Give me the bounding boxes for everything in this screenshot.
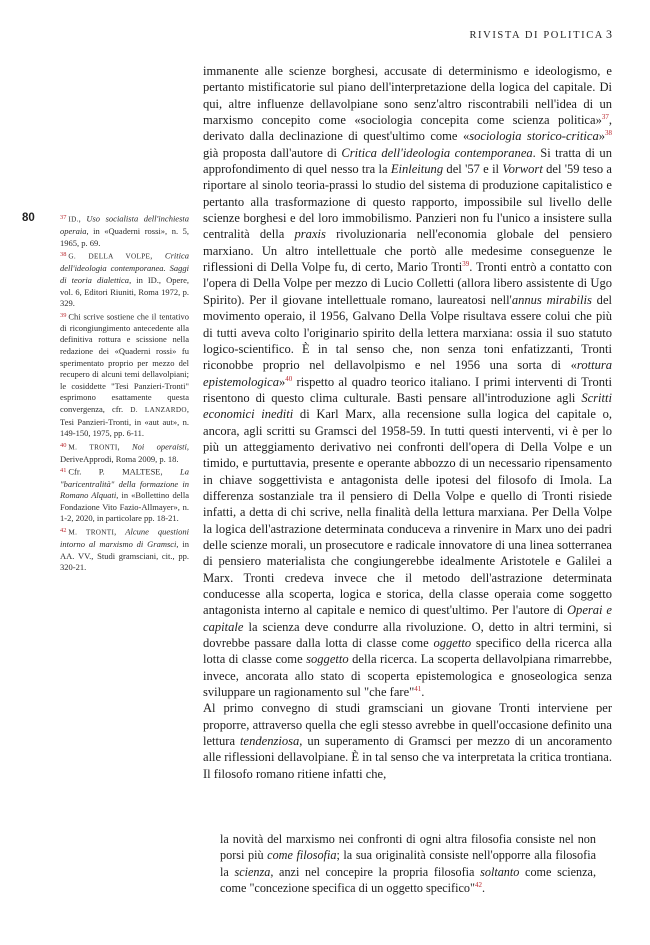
footnote-ref-42[interactable]: 42: [474, 880, 482, 889]
body-text: rispetto al quadro teorico italiano. I primi interventi di Tronti risentono di questo clima culturale. Basti pensare all'introduzione agli: [203, 374, 612, 405]
footnote-text: ,: [160, 466, 181, 477]
footnote-author: Cfr. P. MALTESE: [68, 466, 161, 477]
italic-term: come filosofia: [267, 848, 337, 863]
footnote-text: ,: [114, 526, 126, 537]
italic-term: oggetto: [433, 636, 472, 651]
italic-title: Einleitung: [390, 162, 444, 177]
footnote-number: 39: [60, 311, 67, 319]
body-text: rivoluzionaria nell'economia globale del pensiero marxiano. Un altro intellettuale che portò alle medesime conseguenze le riflessioni di Della Volpe fu, di certo, Mario Tronti: [203, 227, 613, 275]
body-text: , un superamento di Gramsci per mezzo di un ancoramento alle riflessioni dellavolpiane. È in tal senso che va interpretata la critica trontiana. Il filosofo romano ritiene infatti che,: [203, 734, 613, 781]
body-paragraph-1: [203, 63, 612, 700]
italic-title: Critica dell'ideologia contemporanea: [341, 145, 533, 160]
footnote-author: G. DELLA VOLPE: [68, 252, 151, 261]
footnote-text: , in AA. VV., Studi gramsciani, cit., pp. 320-21.: [60, 539, 189, 573]
footnote-title: Critica dell'ideologia contemporanea. Saggi di teoria dialettica: [60, 250, 190, 285]
italic-title: Scritti economici inediti: [203, 390, 612, 422]
quote-text: .: [481, 880, 485, 895]
footnote-author: D. LANZARDO: [130, 406, 187, 414]
footnote-40: [60, 440, 189, 466]
page-number: 80: [22, 212, 35, 224]
italic-term: soggetto: [306, 652, 349, 667]
italic-term: soltanto: [480, 864, 520, 879]
footnote-author: M. TRONTI: [68, 528, 115, 537]
running-header: [469, 27, 612, 42]
footnote-41: [60, 465, 189, 524]
footnote-text: , DeriveApprodi, Roma 2009, p. 18.: [60, 441, 189, 464]
footnote-37: [60, 212, 189, 249]
footnote-text: ,: [117, 441, 133, 452]
body-text: immanente alle scienze borghesi, accusate di determinismo e ideologismo, e pertanto mistificatorie sul piano dell'interpretazione della logica del capitale. Di qui, altre influenze dellavolpiane sono senz'altro riscontrabili nell'idea di un marxismo concepito come «sociologia concepita come scienza politica»: [203, 64, 612, 128]
italic-title: Operai e capitale: [203, 603, 612, 634]
italic-term: rottura epistemologica: [203, 358, 612, 389]
footnote-text: , in ID., Opere, vol. 6, Editori Riuniti, Roma 1972, p. 329.: [60, 274, 189, 309]
footnotes-column: [60, 212, 189, 574]
footnote-ref-40[interactable]: 40: [285, 374, 293, 383]
body-text: »: [278, 374, 286, 389]
italic-title: Vorwort: [502, 162, 543, 177]
body-paragraph-2: [203, 700, 612, 782]
italic-term: annus mirabilis: [511, 292, 592, 307]
body-text: »: [598, 129, 605, 144]
quote-text: come scienza, come "concezione specifica di un oggetto specifico": [220, 864, 596, 895]
body-text: la scienza deve condurre alla rivoluzione. O, detto in altri termini, si dovrebbe passare dalla lotta di classe come: [203, 619, 612, 651]
italic-term: tendenziosa: [240, 734, 300, 749]
footnote-number: 41: [60, 467, 67, 475]
footnote-39: [60, 310, 189, 440]
quote-text: , anzi nel concepire la propria filosofia: [270, 864, 481, 879]
body-text: della ricerca. La scoperta dellavolpiana rimarrebbe, invece, ancorata allo stato di scoperta epistemologica e gnoseologica senza sviluppare un ragionamento sul "che fare": [203, 652, 612, 700]
italic-term: scienza: [234, 864, 271, 879]
footnote-text: , in «Bollettino della Fondazione Vito Fazio-Allmayer», n. 1-2, 2020, in particolare pp. 18-21.: [60, 490, 189, 524]
footnote-title: La "baricentralità" della formazione in Romano Alquati: [60, 466, 190, 501]
footnote-number: 40: [60, 441, 67, 449]
quote-text: la novità del marxismo nei confronti di ogni altra filosofia consiste nel non porsi più: [220, 832, 596, 863]
body-text: del '57 e il: [443, 162, 503, 177]
footnote-author: M. TRONTI: [68, 443, 118, 452]
footnote-text: ,: [150, 250, 165, 261]
footnote-number: 42: [60, 526, 67, 534]
quote-paragraph: [220, 831, 596, 896]
footnote-38: [60, 249, 189, 309]
body-text: del '59 teso a riportare al sinolo teoria-prassi lo studio del sistema di produzione capitalistico e pertanto alla trasformazione di questo rapporto, impossibile sul livello delle scienze borghesi e del loro immobilismo. Panzieri non fu l'unico a insistere sulla centralità della: [203, 162, 612, 242]
footnote-number: 38: [60, 251, 67, 259]
body-text: . Si tratta di un approfondimento di quel nesso tra la: [203, 145, 612, 177]
italic-term: sociologia storico-critica: [469, 129, 599, 144]
footnote-title: Uso socialista dell'inchiesta operaia: [60, 213, 189, 237]
footnote-title: Noi operaisti: [132, 441, 187, 452]
body-text: del movimento operaio, il 1956, Galvano Della Volpe risultava essere colui che più di tutti aveva colto l'originario spirito della lettera marxiana: ossia il suo statuto logico-scientifico. È in tal senso che, non senza toni enfatizzanti, Tronti riconobbe proprio nel dellavolpismo e nel 1956 una sorta di «: [203, 292, 613, 373]
header-page-number: 3: [606, 27, 612, 41]
footnote-ref-41[interactable]: 41: [414, 685, 422, 694]
journal-title: RIVISTA DI POLITICA: [469, 30, 604, 41]
quote-text: ; la sua originalità consiste nell'opporre alla filosofia la: [220, 848, 596, 879]
body-text: , derivato dalla declinazione di quest'ultimo come «: [203, 113, 612, 144]
footnote-ref-38[interactable]: 38: [605, 129, 612, 138]
body-text: specifico della ricerca alla lotta di classe come: [203, 636, 612, 667]
footnote-title: Alcune questioni intorno al marxismo di Gramsci: [60, 526, 190, 550]
footnote-ref-39[interactable]: 39: [462, 260, 470, 269]
footnote-ref-37[interactable]: 37: [601, 113, 609, 122]
body-text: . Tronti entrò a contatto con l'opera di Della Volpe per mezzo di Lucio Colletti (allora libero assistente di Ugo Spirito). Per il giovane intellettuale romano, laureatosi nell': [203, 260, 612, 307]
footnote-number: 37: [60, 214, 67, 221]
footnote-text: , in «Quaderni rossi», n. 5, 1965, p. 69.: [60, 226, 189, 248]
footnote-text: ,: [78, 213, 87, 224]
body-text: .: [421, 685, 425, 700]
italic-term: praxis: [294, 227, 326, 242]
footnote-author: ID.: [68, 215, 79, 224]
footnote-text: , Tesi Panzieri-Tronti, in «aut aut», n. 149-150, 1975, pp. 6-11.: [60, 404, 189, 439]
main-text: [203, 63, 612, 782]
block-quote: [220, 831, 596, 896]
body-text: Al primo convegno di studi gramsciani un giovane Tronti interviene per proporre, attraverso quella che egli stesso avrebbe in quell'occasione definito una lettura: [203, 701, 612, 749]
footnote-42: [60, 525, 189, 574]
body-text: già proposta dall'autore di: [203, 145, 342, 160]
footnote-text: Chi scrive sostiene che il tentativo di ricongiungimento antecedente alla definitiva rottura e scissione nella redazione dei «Quaderni rossi» fu sperimentato proprio per mezzo del recupero di alcuni temi dellavolpiani; le cosiddette "Tesi Panzieri-Tronti" esprimono esattamente questa convergenza, cfr.: [60, 311, 189, 414]
body-text: di Karl Marx, alla recensione sulla logica del capitale o, ancora, agli scritti su Gramsci del 1958-59. In tutti questi interventi, vi è per lo più un atteggiamento derivativo nei confronti dell'opera di Della Volpe e un timido, e purtuttavia, presente e operante abbozzo di un necessario ripensamento in chiave soggettivista e antagonista delle ipotesi del filosofo di Imola. La differenza sostanziale tra il pensiero di Della Volpe e quello di Tronti risiede infatti, a detta di chi scrive, nella finalità della lettura marxiana. Per Della Volpe la logica dell'astrazione determinata conduceva a rinvenire in Marx uno dei padri delle scienze morali, un prosecutore e radicale innovatore di una linea sotterranea di pensiero materialista che congiungerebbe idealmente Aristotele e Galilei a Marx. Tronti credeva invece che il metodo dell'astrazione determinata conducesse alla scoperta, logica e storica, della classe operaia come soggetto antagonista interno al capitale e nemico di quest'ultimo. Per l'autore di: [203, 407, 612, 618]
